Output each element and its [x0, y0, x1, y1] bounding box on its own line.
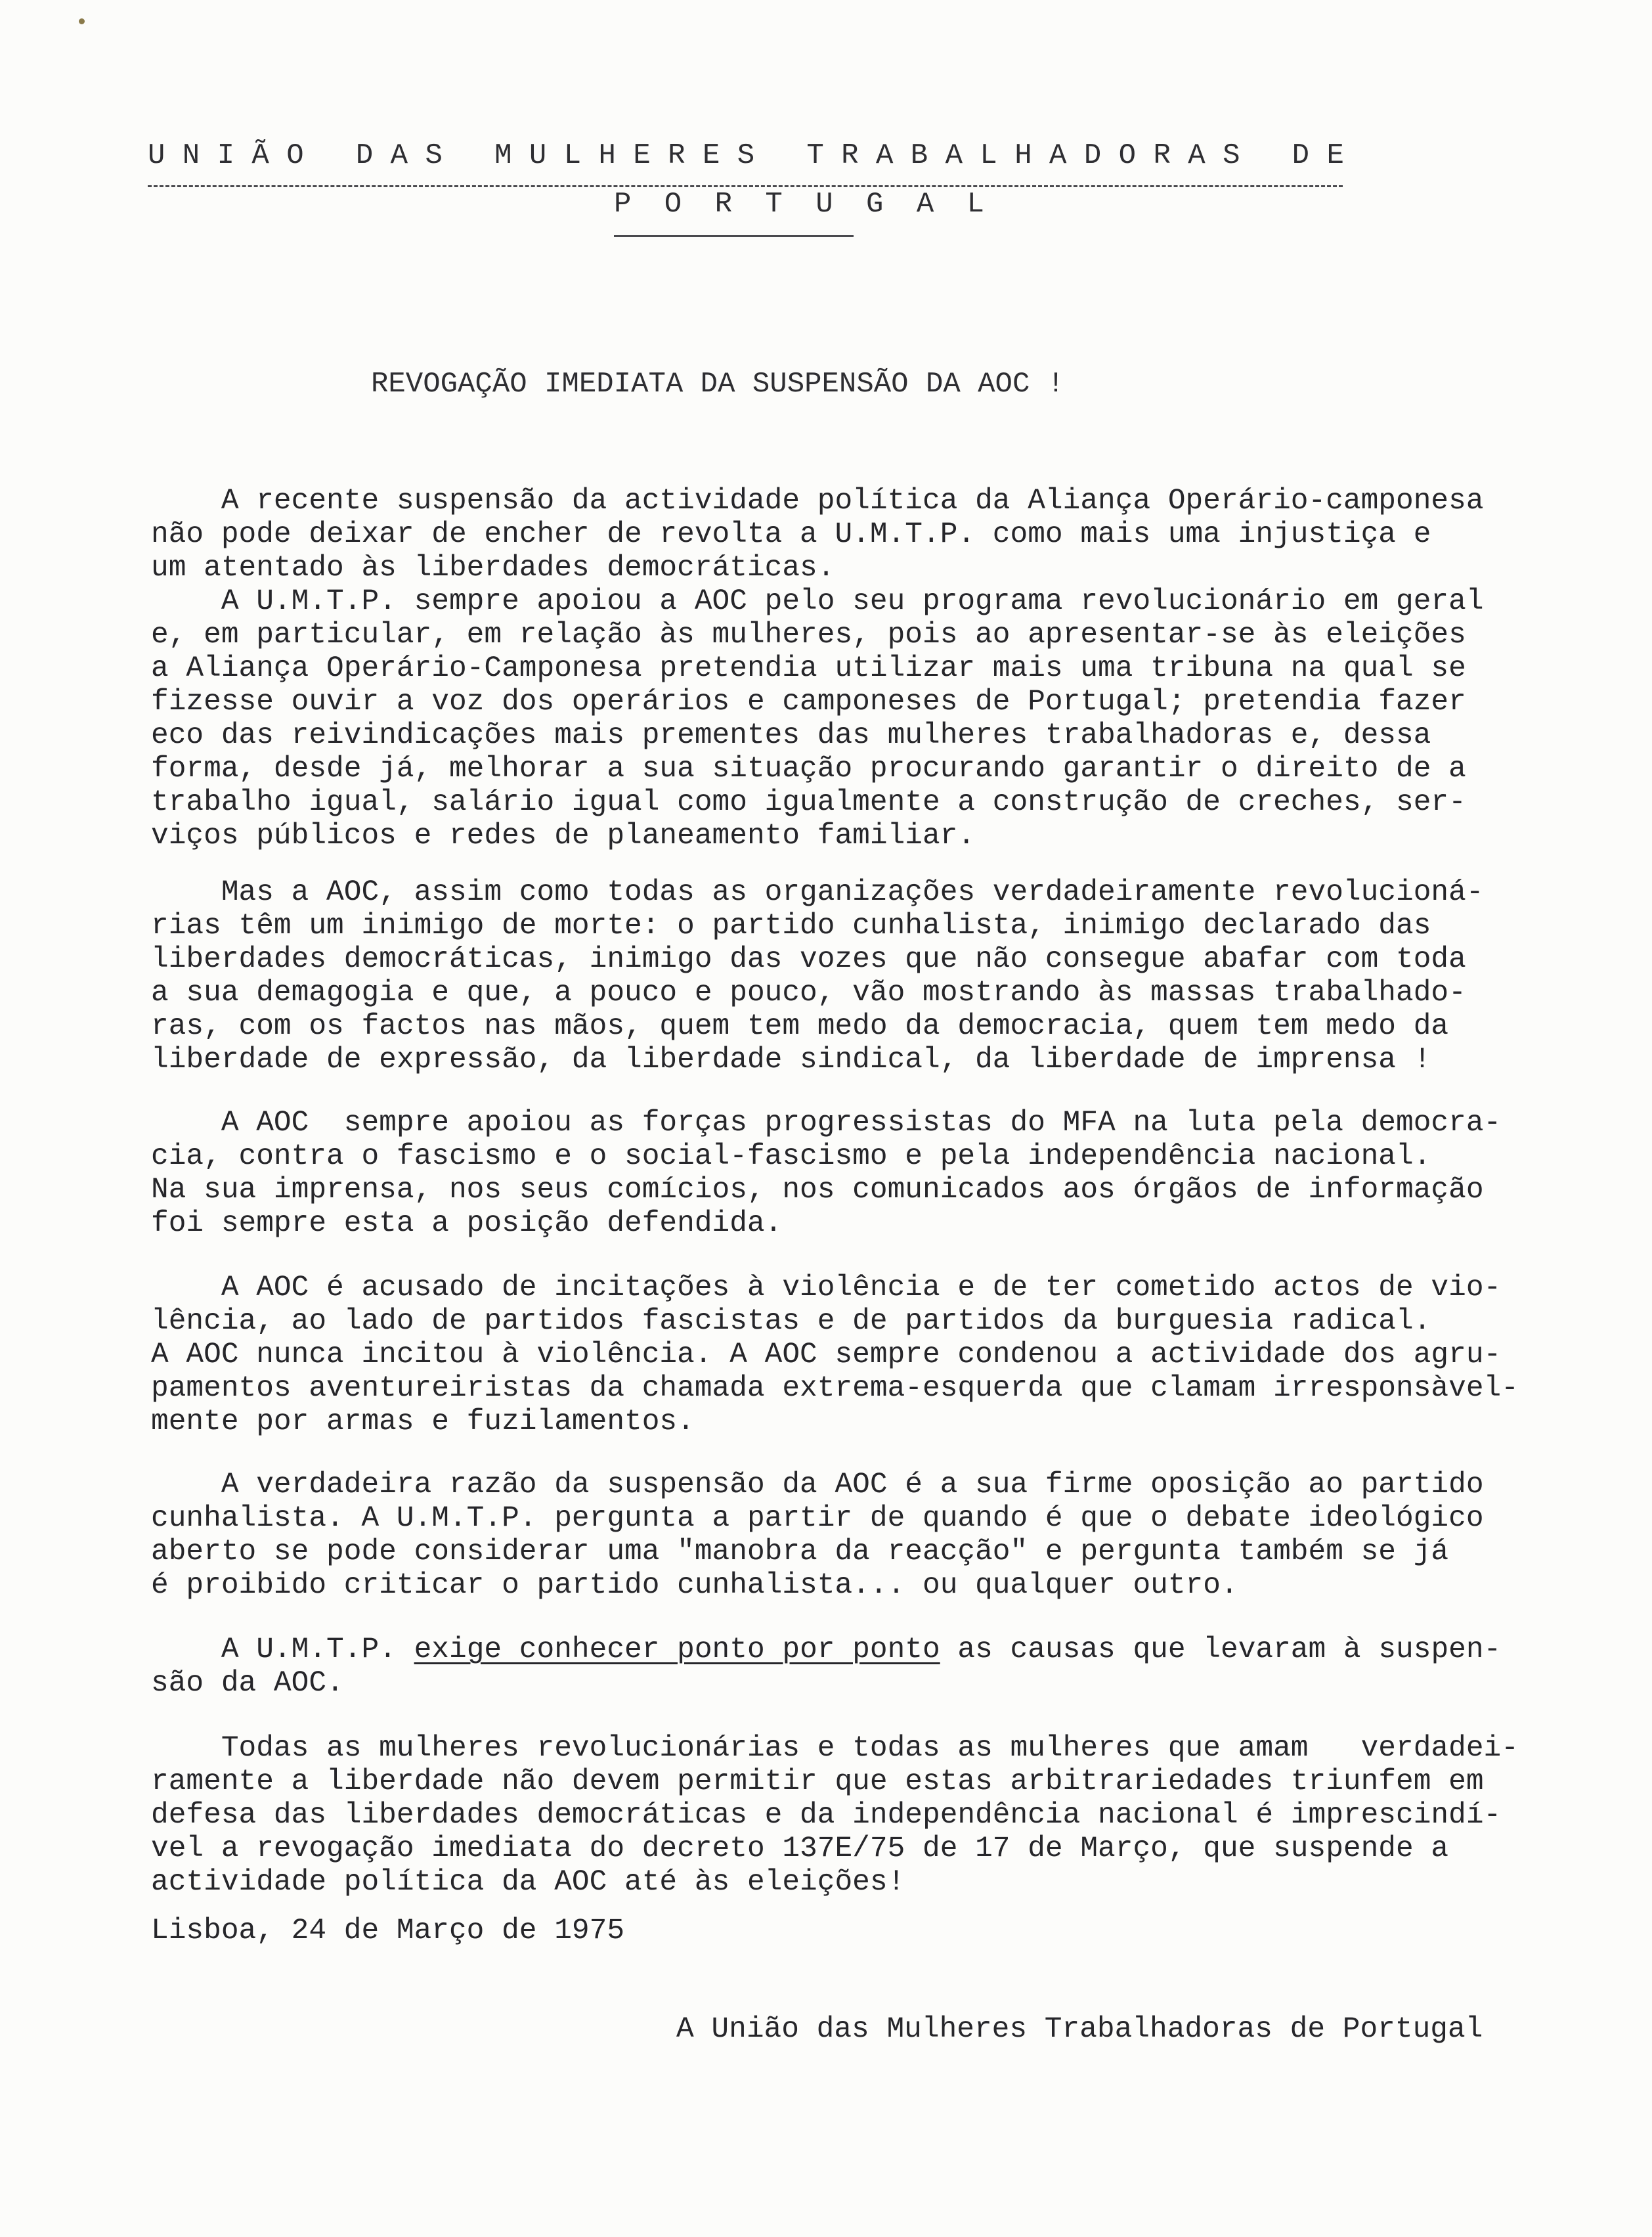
paragraph-6-rest: as causas que levaram à suspen- são da AOC. [151, 1633, 1502, 1700]
place-and-date: Lisboa, 24 de Março de 1975 [151, 1915, 625, 1947]
paragraph-3: A AOC sempre apoiou as forças progressistas do MFA na luta pela democra- cia, contra o fascismo e o social-fascismo e pela independência nacional. Na sua imprensa, nos seus comícios, nos comunicados aos órgãos de informação foi sempre esta a posição defendida. [151, 1107, 1502, 1240]
organization-name-line1: U N I Ã O D A S M U L H E R E S T R A B A L H A D O R A S D E [148, 139, 1344, 172]
paragraph-6-lead: A U.M.T.P. [151, 1633, 414, 1666]
organization-name-line2: P O R T U G A L [614, 188, 993, 221]
document-title: REVOGAÇÃO IMEDIATA DA SUSPENSÃO DA AOC ! [371, 368, 1065, 401]
header-underline-1 [148, 185, 1343, 187]
paragraph-7: Todas as mulheres revolucionárias e todas as mulheres que amam verdadei- ramente a liberdade não devem permitir que estas arbitrariedades triunfem em defesa das liberdades democráticas e da independência nacional é imprescindí- vel a revogação imediata do decreto 137E/75 de 17 de Março, que suspende a actividade política da AOC até às eleições! [151, 1732, 1519, 1899]
paper-speck [79, 18, 85, 24]
paragraph-5: A verdadeira razão da suspensão da AOC é a sua firme oposição ao partido cunhalista. A U.M.T.P. pergunta a partir de quando é que o debate ideológico aberto se pode considerar uma "manobra da reacção" e pergunta também se já é proibido criticar o partido cunhalista... ou qualquer outro. [151, 1469, 1484, 1602]
signature-line: A União das Mulheres Trabalhadoras de Portugal [676, 2013, 1483, 2046]
header-underline-2 [614, 235, 854, 237]
paragraph-6-underlined-demand: exige conhecer ponto por ponto [414, 1633, 940, 1666]
paragraph-1: A recente suspensão da actividade política da Aliança Operário-camponesa não pode deixar de encher de revolta a U.M.T.P. como mais uma injustiça e um atentado às liberdades democráticas. A U.M.T.P. sempre apoiou a AOC pelo seu programa revolucionário em geral e, em particular, em relação às mulheres, pois ao apresentar-se às eleições a Aliança Operário-Camponesa pretendia utilizar mais uma tribuna na qual se fizesse ouvir a voz dos operários e camponeses de Portugal; pretendia fazer eco das reivindicações mais prementes das mulheres trabalhadoras e, dessa forma, desde já, melhorar a sua situação procurando garantir o direito de a trabalho igual, salário igual como igualmente a construção de creches, ser- viços públicos e redes de planeamento familiar. [151, 485, 1484, 853]
paragraph-2: Mas a AOC, assim como todas as organizações verdadeiramente revolucioná- rias têm um inimigo de morte: o partido cunhalista, inimigo declarado das liberdades democráticas, inimigo das vozes que não consegue abafar com toda a sua demagogia e que, a pouco e pouco, vão mostrando às massas trabalhado- ras, com os factos nas mãos, quem tem medo da democracia, quem tem medo da liberdade de expressão, da liberdade sindical, da liberdade de imprensa ! [151, 876, 1484, 1076]
paragraph-4: A AOC é acusado de incitações à violência e de ter cometido actos de vio- lência, ao lado de partidos fascistas e de partidos da burguesia radical. A AOC nunca incitou à violência. A AOC sempre condenou a actividade dos agru- pamentos aventureiristas da chamada extrema-esquerda que clamam irresponsàvel- mente por armas e fuzilamentos. [151, 1272, 1519, 1438]
paragraph-6 [151, 1633, 1502, 1700]
